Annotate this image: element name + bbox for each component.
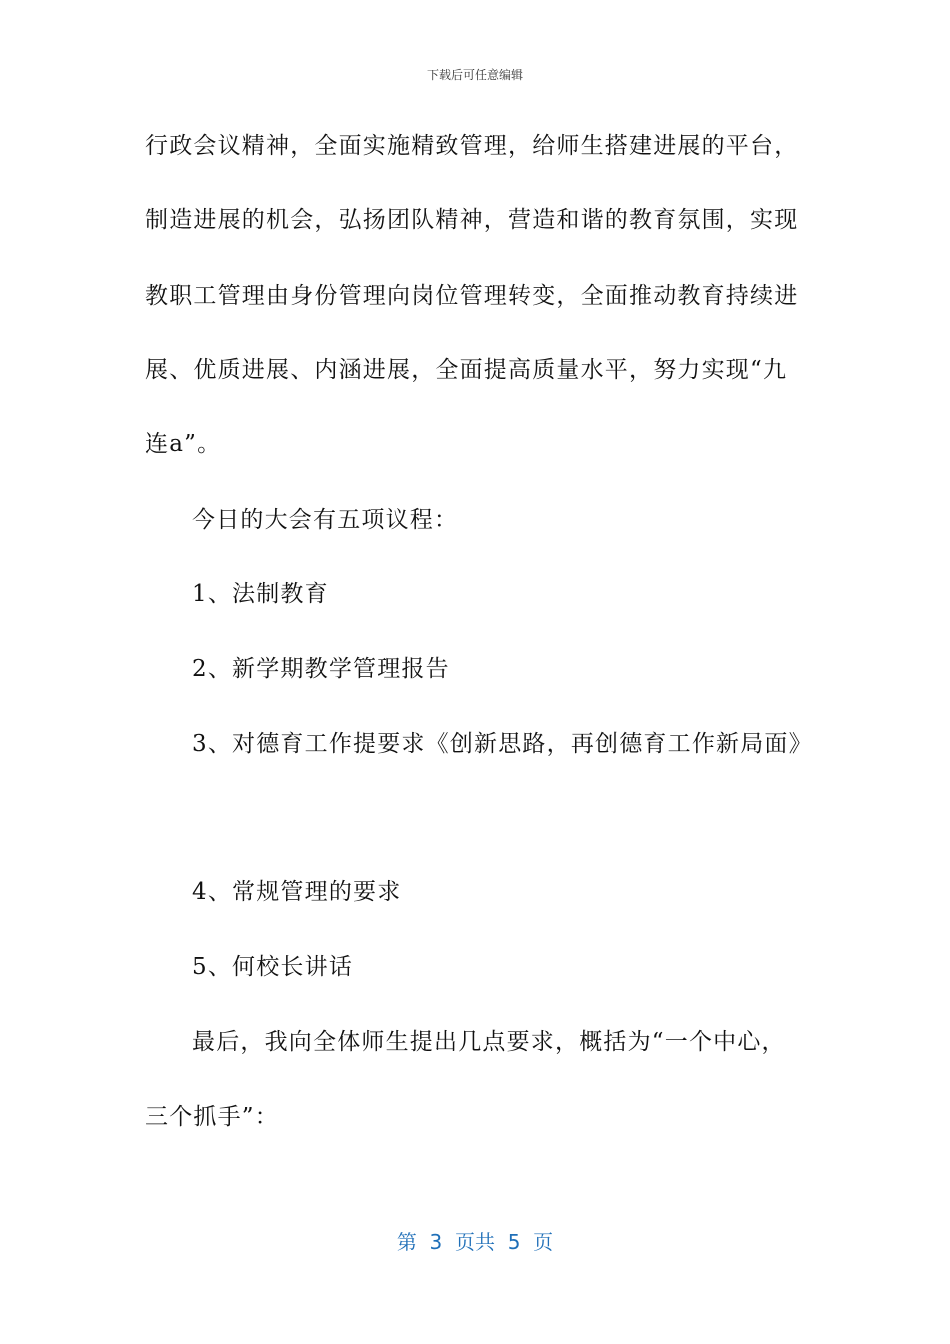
page-number-footer: 第 3 页共 5 页 [396,1230,554,1254]
paragraph-line: 连a”。 [145,431,222,457]
agenda-item: 5、何校长讲话 [192,954,354,980]
paragraph-line: 行政会议精神，全面实施精致管理，给师生搭建进展的平台， [145,133,799,159]
paragraph-line: 制造进展的机会，弘扬团队精神，营造和谐的教育氛围，实现 [145,207,799,233]
paragraph-line: 最后，我向全体师生提出几点要求，概括为“一个中心， [192,1029,786,1055]
agenda-item: 4、常规管理的要求 [192,879,402,905]
agenda-intro: 今日的大会有五项议程： [192,507,459,533]
paragraph-line: 展、优质进展、内涵进展，全面提高质量水平，努力实现“九 [145,357,788,383]
agenda-item: 2、新学期教学管理报告 [192,656,450,682]
header-note: 下载后可任意编辑 [426,68,523,82]
agenda-item: 1、法制教育 [192,581,329,607]
paragraph-line: 教职工管理由身份管理向岗位管理转变，全面推动教育持续进 [145,283,799,309]
agenda-item: 3、对德育工作提要求《创新思路，再创德育工作新局面》 [192,731,813,757]
paragraph-line: 三个抓手”： [145,1104,279,1130]
